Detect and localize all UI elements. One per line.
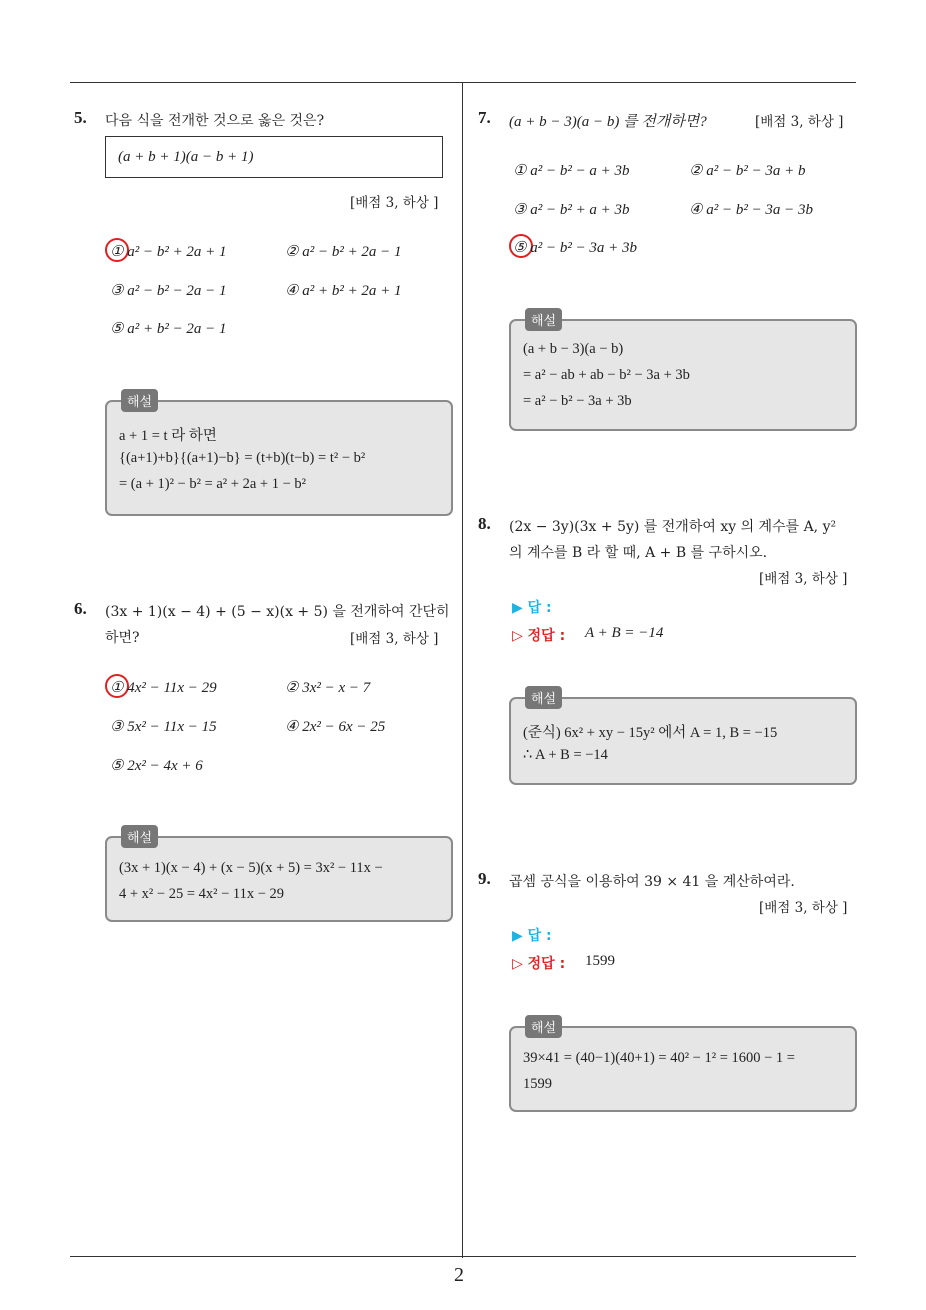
q5-meta: [배점 3, 하상 ] (350, 195, 439, 211)
q9-number: 9. (478, 869, 491, 888)
q7-number: 7. (478, 108, 491, 127)
q6-solution-box (105, 831, 453, 922)
q7-choice-1[interactable]: ① a² − b² − a + 3b (513, 163, 630, 179)
q5-choice-3[interactable]: ③ a² − b² − 2a − 1 (110, 283, 227, 299)
q9-text: 곱셈 공식을 이용하여 39 × 41 을 계산하여라. (509, 874, 795, 890)
q9-solution-box (509, 1021, 857, 1112)
q5-solution-line-1: a + 1 = t 라 하면 (119, 428, 217, 444)
top-rule (70, 82, 856, 83)
q6-choice-1[interactable]: ① 4x² − 11x − 29 (110, 680, 217, 696)
q6-choice-4[interactable]: ④ 2x² − 6x − 25 (285, 719, 386, 735)
q5-expression-box (105, 136, 443, 178)
q7-text: (a + b − 3)(a − b) 를 전개하면? (509, 114, 707, 130)
q7-choice-3[interactable]: ③ a² − b² + a + 3b (513, 202, 630, 218)
q6-solution-tag: 해설 (121, 825, 158, 848)
bottom-rule (70, 1256, 856, 1257)
q7-solution-box (509, 314, 857, 431)
q9-correct-label: ▷ 정답 : (512, 956, 566, 972)
q6-solution-line-1: (3x + 1)(x − 4) + (x − 5)(x + 5) = 3x² − 11x − (119, 860, 383, 876)
q9-meta: [배점 3, 하상 ] (759, 900, 848, 916)
q7-choice-5[interactable]: ⑤ a² − b² − 3a + 3b (513, 240, 638, 256)
q8-solution-line-1: (준식) 6x² + xy − 15y² 에서 A = 1, B = −15 (523, 725, 778, 741)
q8-correct-label: ▷ 정답 : (512, 628, 566, 644)
q8-text-line-1: (2x − 3y)(3x + 5y) 를 전개하여 xy 의 계수를 A, y² (509, 519, 837, 535)
q5-solution-line-3: = (a + 1)² − b² = a² + 2a + 1 − b² (119, 476, 306, 492)
q6-text-line-2: 하면? (105, 630, 140, 646)
q5-solution-line-2: {(a+1)+b}{(a+1)−b} = (t+b)(t−b) = t² − b² (119, 450, 366, 466)
q8-solution-line-2: ∴ A + B = −14 (523, 747, 608, 763)
column-divider (462, 83, 463, 1258)
q6-text-line-1: (3x + 1)(x − 4) + (5 − x)(x + 5) 을 전개하여 간단히 (105, 604, 450, 620)
q8-text-line-2: 의 계수를 B 라 할 때, A + B 를 구하시오. (509, 545, 768, 561)
q7-solution-line-3: = a² − b² − 3a + 3b (523, 393, 632, 409)
page-number: 2 (454, 1264, 464, 1286)
q8-solution-tag: 해설 (525, 686, 562, 709)
q6-meta: [배점 3, 하상 ] (350, 631, 439, 647)
q8-number: 8. (478, 514, 491, 533)
q5-number: 5. (74, 108, 87, 127)
q7-choice-4[interactable]: ④ a² − b² − 3a − 3b (689, 202, 814, 218)
q5-choice-2[interactable]: ② a² − b² + 2a − 1 (285, 244, 402, 260)
q6-choice-3[interactable]: ③ 5x² − 11x − 15 (110, 719, 217, 735)
q5-choice-4[interactable]: ④ a² + b² + 2a + 1 (285, 283, 402, 299)
q6-choice-2[interactable]: ② 3x² − x − 7 (285, 680, 371, 696)
q6-choice-5[interactable]: ⑤ 2x² − 4x + 6 (110, 758, 203, 774)
q6-number: 6. (74, 599, 87, 618)
q9-answer-label: ▶ 답 : (512, 928, 552, 944)
q9-solution-tag: 해설 (525, 1015, 562, 1038)
q5-solution-tag: 해설 (121, 389, 158, 412)
q9-correct-value: 1599 (585, 953, 615, 969)
q6-solution-line-2: 4 + x² − 25 = 4x² − 11x − 29 (119, 886, 285, 902)
q5-expression: (a + b + 1)(a − b + 1) (118, 149, 254, 165)
q8-meta: [배점 3, 하상 ] (759, 571, 848, 587)
q9-solution-line-2: 1599 (523, 1076, 552, 1092)
q5-choice-5[interactable]: ⑤ a² + b² − 2a − 1 (110, 321, 227, 337)
q5-choice-1[interactable]: ① a² − b² + 2a + 1 (110, 244, 227, 260)
q8-answer-label: ▶ 답 : (512, 600, 552, 616)
q7-solution-tag: 해설 (525, 308, 562, 331)
q5-solution-box (105, 395, 453, 516)
q8-solution-box (509, 692, 857, 785)
q7-choice-2[interactable]: ② a² − b² − 3a + b (689, 163, 806, 179)
q7-solution-line-2: = a² − ab + ab − b² − 3a + 3b (523, 367, 690, 383)
q7-solution-line-1: (a + b − 3)(a − b) (523, 341, 624, 357)
q5-text: 다음 식을 전개한 것으로 옳은 것은? (105, 113, 325, 129)
q7-meta: [배점 3, 하상 ] (755, 114, 844, 130)
q8-correct-value: A + B = −14 (585, 625, 664, 641)
q9-solution-line-1: 39×41 = (40−1)(40+1) = 40² − 1² = 1600 − 1 = (523, 1050, 795, 1066)
